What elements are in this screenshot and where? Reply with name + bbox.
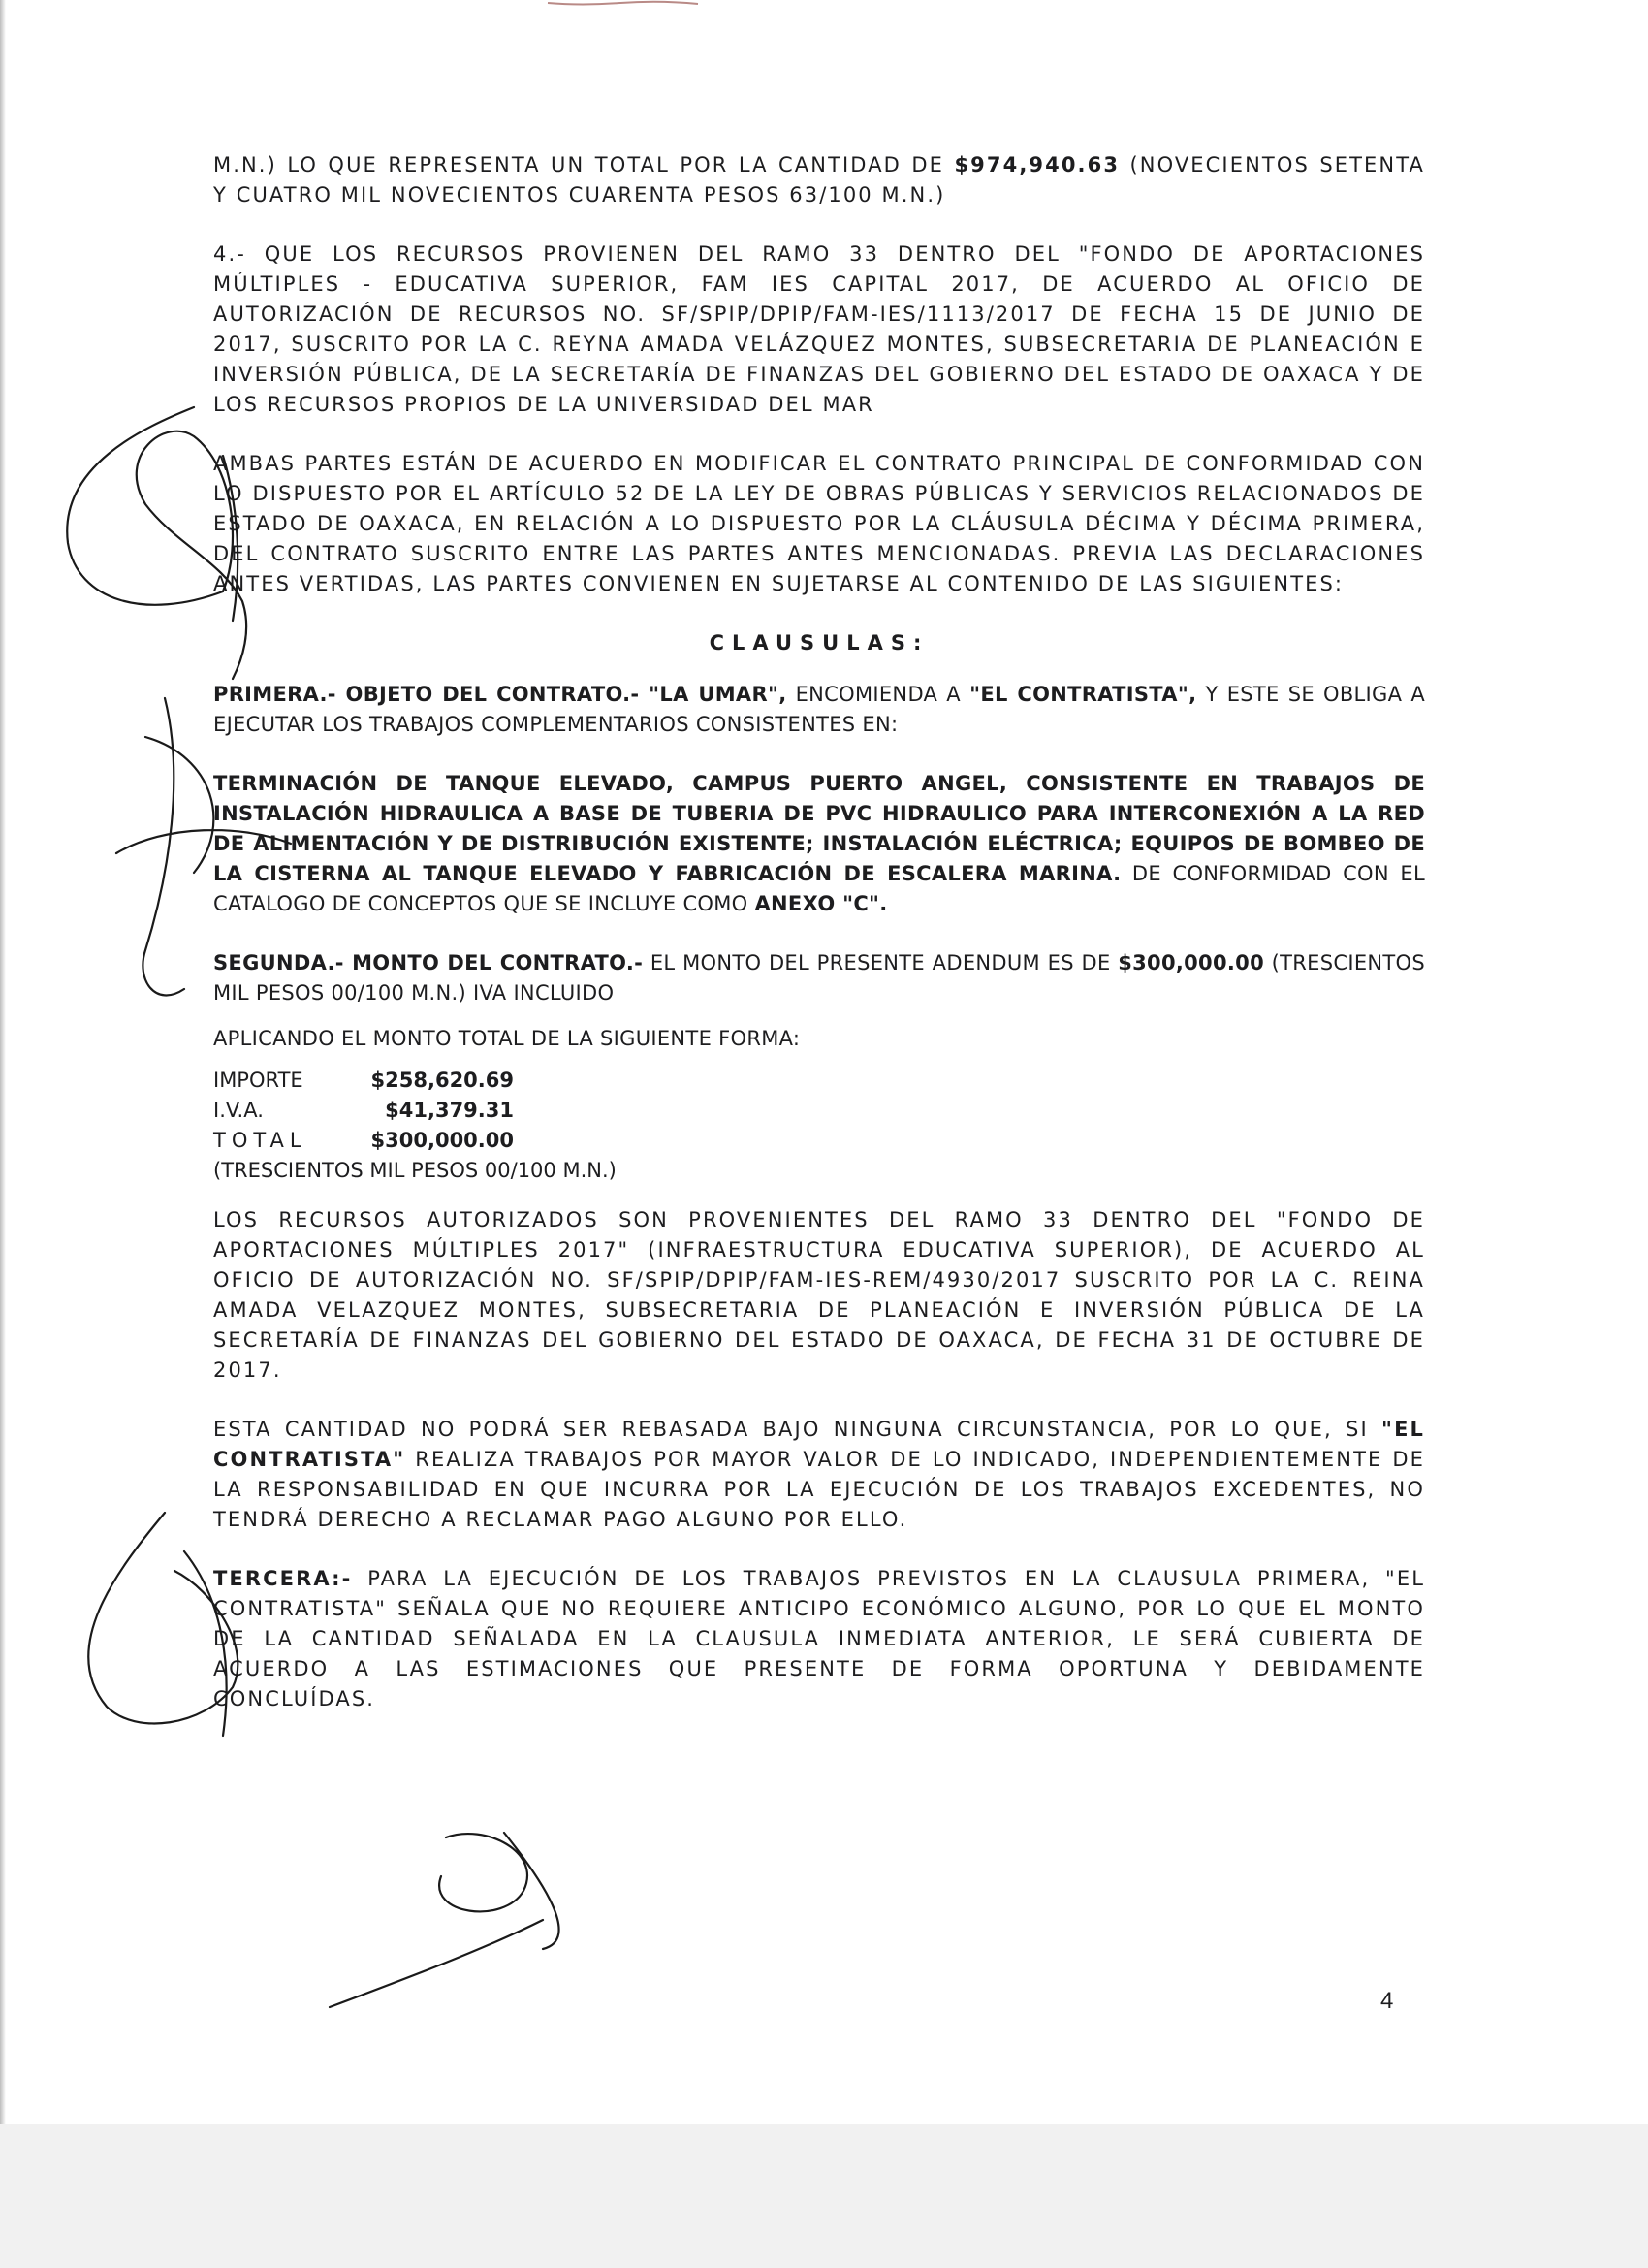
amount-breakdown: [213, 1066, 1425, 1186]
total-amount: $974,940.63: [954, 153, 1121, 176]
clausula-tercera: TERCERA:- PARA LA EJECUCIÓN DE LOS TRABAJOS PREVISTOS EN LA CLAUSULA PRIMERA, "EL CONTRATISTA" SEÑALA QUE NO REQUIERE ANTICIPO ECONÓMICO ALGUNO, POR LO QUE EL MONTO DE LA CANTIDAD SEÑALADA EN LA CLAUSULA INMEDIATA ANTERIOR, LE SERÁ CUBIERTA DE ACUERDO A LAS ESTIMACIONES QUE PRESENTE DE FORMA OPORTUNA Y DEBIDAMENTE CONCLUÍDAS.: [213, 1567, 1425, 1710]
paragraph-recursos-ramo-33: 4.- QUE LOS RECURSOS PROVIENEN DEL RAMO 33 DENTRO DEL "FONDO DE APORTACIONES MÚLTIPLES - EDUCATIVA SUPERIOR, FAM IES CAPITAL 2017, DE ACUERDO AL OFICIO DE AUTORIZACIÓN DE RECURSOS NO. SF/SPIP/DPIP/FAM-IES/1113/2017 DE FECHA 15 DE JUNIO DE 2017, SUSCRITO POR LA C. REYNA AMADA VELÁZQUEZ MONTES, SUBSECRETARIA DE PLANEACIÓN E INVERSIÓN PÚBLICA, DE LA SECRETARÍA DE FINANZAS DEL GOBIERNO DEL ESTADO DE OAXACA Y DE LOS RECURSOS PROPIOS DE LA UNIVERSIDAD DEL MAR: [213, 242, 1425, 416]
clausulas-heading: CLAUSULAS:: [709, 631, 930, 655]
aplicando-monto: APLICANDO EL MONTO TOTAL DE LA SIGUIENTE FORMA:: [213, 1027, 801, 1050]
paragraph-acuerdo-partes: AMBAS PARTES ESTÁN DE ACUERDO EN MODIFICAR EL CONTRATO PRINCIPAL DE CONFORMIDAD CON LO DISPUESTO POR EL ARTÍCULO 52 DE LA LEY DE OBRAS PÚBLICAS Y SERVICIOS RELACIONADOS DE ESTADO DE OAXACA, EN RELACIÓN A LO DISPUESTO POR LA CLÁUSULA DÉCIMA Y DÉCIMA PRIMERA, DEL CONTRATO SUSCRITO ENTRE LAS PARTES ANTES MENCIONADAS. PREVIA LAS DECLARACIONES ANTES VERTIDAS, LAS PARTES CONVIENEN EN SUJETARSE AL CONTENIDO DE LAS SIGUIENTES:: [213, 452, 1425, 595]
page-number: 4: [1380, 1988, 1394, 2014]
trabajos-complementarios: TERMINACIÓN DE TANQUE ELEVADO, CAMPUS PUERTO ANGEL, CONSISTENTE EN TRABAJOS DE INSTALACIÓN HIDRAULICA A BASE DE TUBERIA DE PVC HIDRAULICO PARA INTERCONEXIÓN A LA RED DE ALIMENTACIÓN Y DE DISTRIBUCIÓN EXISTENTE; INSTALACIÓN ELÉCTRICA; EQUIPOS DE BOMBEO DE LA CISTERNA AL TANQUE ELEVADO Y FABRICACIÓN DE ESCALERA MARINA. DE CONFORMIDAD CON EL CATALOGO DE CONCEPTOS QUE SE INCLUYE COMO ANEXO "C".: [213, 772, 1425, 915]
scan-edge-shadow: [0, 0, 6, 2267]
contract-amount: $300,000.00: [1118, 951, 1264, 974]
document-body: [213, 150, 1425, 1743]
paragraph-cantidad-limite: ESTA CANTIDAD NO PODRÁ SER REBASADA BAJO NINGUNA CIRCUNSTANCIA, POR LO QUE, SI "EL CONTRATISTA" REALIZA TRABAJOS POR MAYOR VALOR DE LO INDICADO, INDEPENDIENTEMENTE DE LA RESPONSABILIDAD EN QUE INCURRA POR LA EJECUCIÓN DE LOS TRABAJOS EXCEDENTES, NO TENDRÁ DERECHO A RECLAMAR PAGO ALGUNO POR ELLO.: [213, 1418, 1425, 1531]
clausula-primera: PRIMERA.- OBJETO DEL CONTRATO.- "LA UMAR", ENCOMIENDA A "EL CONTRATISTA", Y ESTE SE OBLIGA A EJECUTAR LOS TRABAJOS COMPLEMENTARIOS CONSISTENTES EN:: [213, 683, 1426, 736]
paragraph-total-amount: M.N.) LO QUE REPRESENTA UN TOTAL POR LA CANTIDAD DE $974,940.63 (NOVECIENTOS SETENTA Y CUATRO MIL NOVECIENTOS CUARENTA PESOS 63/100 M.N.): [213, 153, 1425, 207]
top-stamp-fragment: [543, 0, 708, 8]
amount-row-iva: I.V.A. $41,379.31: [213, 1099, 514, 1122]
amount-row-importe: IMPORTE $258,620.69: [213, 1069, 514, 1092]
paragraph-recursos-autorizados: LOS RECURSOS AUTORIZADOS SON PROVENIENTES DEL RAMO 33 DENTRO DEL "FONDO DE APORTACIONES MÚLTIPLES 2017" (INFRAESTRUCTURA EDUCATIVA SUPERIOR), DE ACUERDO AL OFICIO DE AUTORIZACIÓN NO. SF/SPIP/DPIP/FAM-IES-REM/4930/2017 SUSCRITO POR LA C. REINA AMADA VELAZQUEZ MONTES, SUBSECRETARIA DE PLANEACIÓN E INVERSIÓN PÚBLICA DE LA SECRETARÍA DE FINANZAS DEL GOBIERNO DEL ESTADO DE OAXACA, DE FECHA 31 DE OCTUBRE DE 2017.: [213, 1208, 1425, 1382]
clausula-segunda: SEGUNDA.- MONTO DEL CONTRATO.- EL MONTO DEL PRESENTE ADENDUM ES DE $300,000.00 (TRESCIENTOS MIL PESOS 00/100 M.N.) IVA INCLUIDO: [213, 951, 1425, 1005]
amount-row-total: TOTAL $300,000.00: [213, 1129, 514, 1152]
amount-in-words: (TRESCIENTOS MIL PESOS 00/100 M.N.): [213, 1159, 617, 1182]
scan-bottom-strip: [0, 2124, 1648, 2268]
